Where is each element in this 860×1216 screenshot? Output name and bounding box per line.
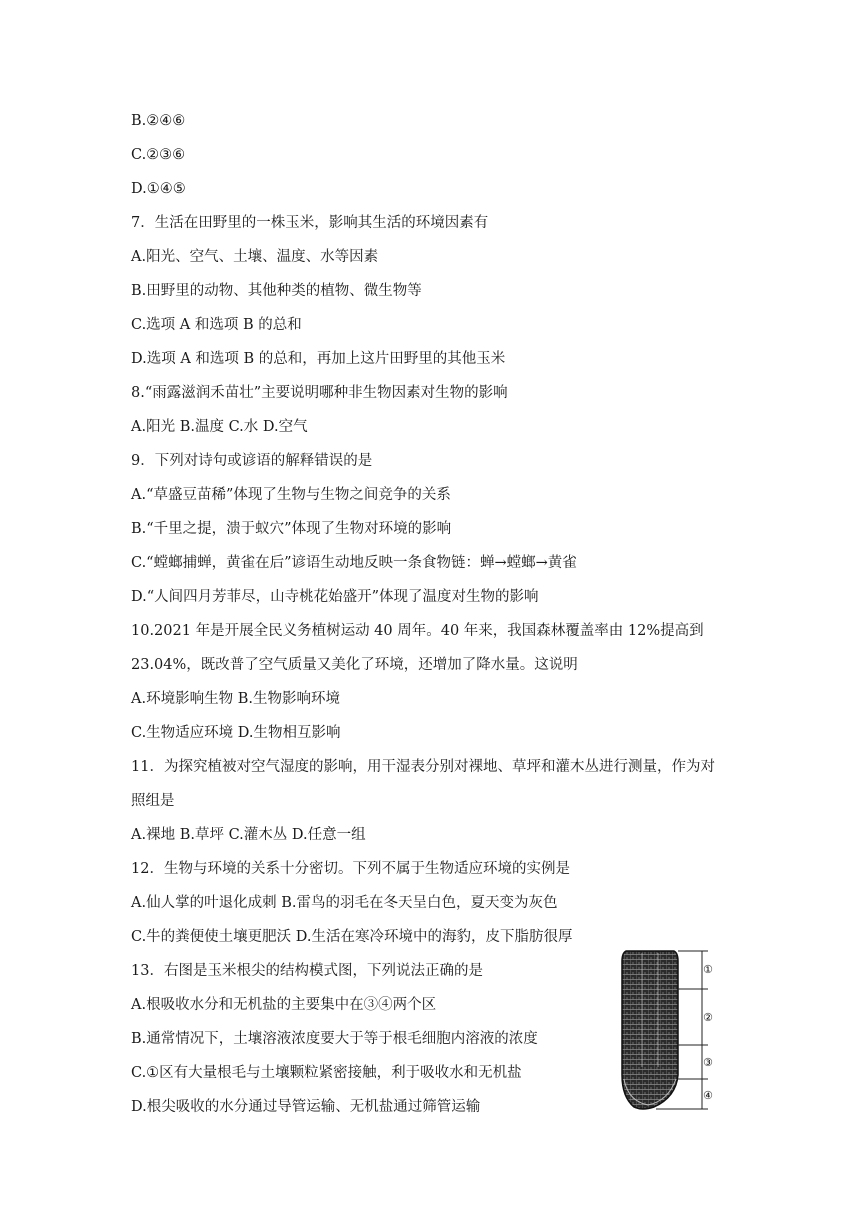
question-12: 12．生物与环境的关系十分密切。下列不属于生物适应环境的实例是 — [131, 861, 570, 877]
answer-options: A.裸地 B.草坪 C.灌木丛 D.任意一组 — [131, 827, 366, 843]
answer-options: C.生物适应环境 D.生物相互影响 — [131, 725, 341, 741]
zone-label-4: ④ — [703, 1089, 713, 1102]
zone-label-1: ① — [703, 963, 713, 976]
question-10-continued: 23.04%，既改普了空气质量又美化了环境，还增加了降水量。这说明 — [131, 657, 578, 673]
answer-options: C.牛的粪便使土壤更肥沃 D.生活在寒冷环境中的海豹，皮下脂肪很厚 — [131, 929, 573, 945]
answer-option: A.阳光、空气、土壤、温度、水等因素 — [131, 249, 379, 265]
zone-label-3: ③ — [703, 1056, 713, 1069]
answer-option: B.田野里的动物、其他种类的植物、微生物等 — [131, 283, 422, 299]
question-7: 7．生活在田野里的一株玉米，影响其生活的环境因素有 — [131, 215, 489, 231]
answer-option: B.通常情况下，土壤溶液浓度要大于等于根毛细胞内溶液的浓度 — [131, 1031, 538, 1047]
answer-option: A.“草盛豆苗稀”体现了生物与生物之间竞争的关系 — [131, 487, 451, 503]
root-tip-diagram — [612, 947, 726, 1113]
root-tip-shape — [622, 951, 678, 1109]
answer-options: A.环境影响生物 B.生物影响环境 — [131, 691, 340, 707]
answer-options: A.阳光 B.温度 C.水 D.空气 — [131, 419, 308, 435]
answer-option: C.②③⑥ — [131, 147, 186, 163]
answer-option: B.“千里之提，溃于蚁穴”体现了生物对环境的影响 — [131, 521, 452, 537]
zone-label-2: ② — [703, 1011, 713, 1024]
answer-option: C.①区有大量根毛与土壤颗粒紧密接触，利于吸收水和无机盐 — [131, 1065, 522, 1081]
answer-option: B.②④⑥ — [131, 113, 186, 129]
question-9: 9．下列对诗句或谚语的解释错误的是 — [131, 453, 373, 469]
question-11-continued: 照组是 — [131, 793, 175, 809]
question-8: 8.“雨露滋润禾苗壮”主要说明哪种非生物因素对生物的影响 — [131, 385, 508, 401]
answer-option: C.“螳螂捕蝉，黄雀在后”谚语生动地反映一条食物链：蝉→螳螂→黄雀 — [131, 555, 577, 571]
answer-option: D.选项 A 和选项 B 的总和，再加上这片田野里的其他玉米 — [131, 351, 506, 367]
question-11: 11．为探究植被对空气湿度的影响，用干湿表分别对裸地、草坪和灌木丛进行测量，作为对 — [131, 759, 715, 775]
question-10: 10.2021 年是开展全民义务植树运动 40 周年。40 年来，我国森林覆盖率由 12%提高到 — [131, 623, 704, 639]
answer-options: A.仙人掌的叶退化成刺 B.雷鸟的羽毛在冬天呈白色，夏天变为灰色 — [131, 895, 558, 911]
answer-option: D.①④⑤ — [131, 181, 186, 197]
answer-option: D.“人间四月芳菲尽，山寺桃花始盛开”体现了温度对生物的影响 — [131, 589, 539, 605]
answer-option: D.根尖吸收的水分通过导管运输、无机盐通过筛管运输 — [131, 1099, 481, 1115]
answer-option: C.选项 A 和选项 B 的总和 — [131, 317, 302, 333]
answer-option: A.根吸收水分和无机盐的主要集中在③④两个区 — [131, 997, 437, 1013]
question-13: 13．右图是玉米根尖的结构模式图，下列说法正确的是 — [131, 963, 483, 979]
